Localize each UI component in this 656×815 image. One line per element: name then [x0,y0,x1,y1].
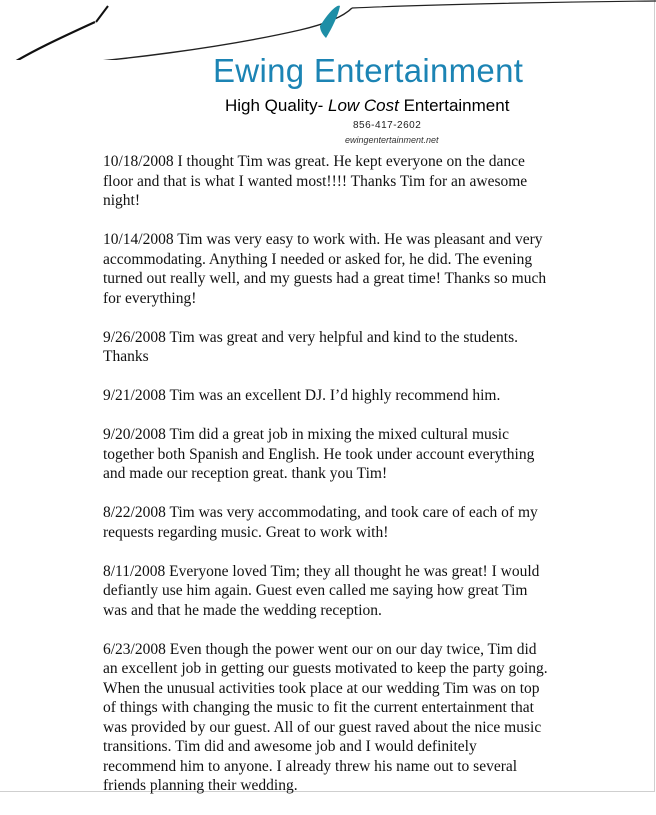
testimonial-entry: 10/14/2008 Tim was very easy to work with. He was pleasant and very accommodating. Anything I needed or asked for, he did. The evening turned out really well, and my guests had a great time! Thanks so much for everything! [103,231,547,307]
swoosh-stroke-left [8,22,95,60]
swoosh-logo-graphic [0,0,656,60]
swoosh-teal-leaf [320,6,340,38]
testimonials-list [103,152,553,815]
tagline [225,96,509,116]
swoosh-stroke-tick [96,6,108,22]
tagline-emphasis: Low Cost [327,96,399,115]
phone-number: 856-417-2602 [353,120,422,131]
letterhead [0,0,656,152]
testimonial-entry: 9/26/2008 Tim was great and very helpful and kind to the students. Thanks [103,328,519,365]
tagline-suffix: Entertainment [398,96,510,115]
testimonial-entry: 9/21/2008 Tim was an excellent DJ. I’d highly recommend him. [103,387,501,404]
testimonial-entry: 8/11/2008 Everyone loved Tim; they all thought he was great! I would defiantly use him again. Guest even called me saying how great Tim was and that he made the wedding reception. [103,562,540,619]
tagline-prefix: High Quality- [225,96,328,115]
website-url: ewingentertainment.net [345,135,439,145]
testimonial-entry: 8/22/2008 Tim was very accommodating, and took care of each of my requests regarding music. Great to work with! [103,504,538,541]
testimonial-entry: 10/18/2008 I thought Tim was great. He kept everyone on the dance floor and that is what I wanted most!!!! Thanks Tim for an awesome night! [103,153,528,209]
testimonial-entry: 6/23/2008 Even though the power went our on our day twice, Tim did an excellent job in getting our guests motivated to keep the party going. When the unusual activities took place at our wedding Tim was on top of things with changing the music to fit the current entertainment that was provided by our guest. All of our guest raved about the nice music transitions. Tim did and awesome job and I would definitely recommend him to anyone. I already threw his name out to several friends planning their wedding. [103,640,548,794]
brand-name: Ewing Entertainment [213,52,524,89]
testimonial-entry: 9/20/2008 Tim did a great job in mixing the mixed cultural music together both Spanish and English. He took under account everything and made our reception great. thank you Tim! [103,426,535,482]
swoosh-stroke-right [352,1,656,8]
